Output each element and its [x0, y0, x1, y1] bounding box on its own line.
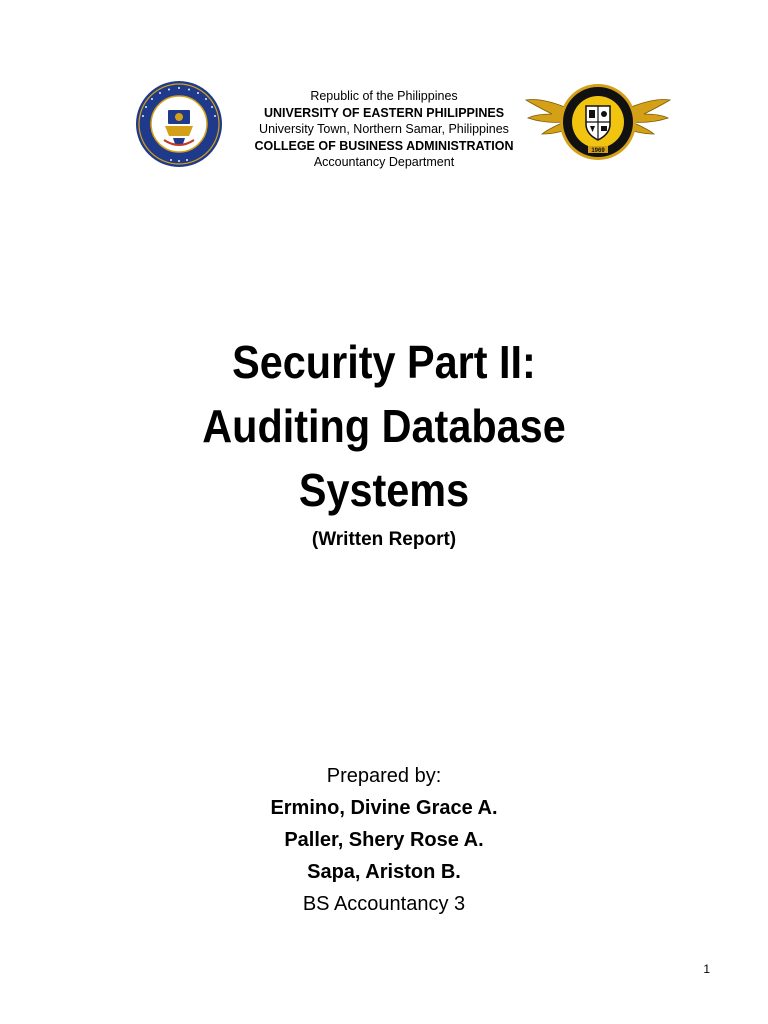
institution-header	[234, 88, 534, 171]
prepared-by-section	[184, 760, 584, 920]
prepared-by-label: Prepared by:	[326, 765, 442, 787]
title-line-2: Auditing Database	[202, 400, 566, 452]
page-number: 1	[703, 962, 710, 976]
college-name: COLLEGE OF BUSINESS ADMINISTRATION	[254, 138, 514, 153]
author-name: Paller, Shery Rose A.	[284, 829, 484, 851]
department-name: Accountancy Department	[313, 155, 455, 169]
title-line-3: Systems	[298, 464, 470, 516]
logo-year: 1969	[591, 148, 605, 154]
university-name: UNIVERSITY OF EASTERN PHILIPPINES	[263, 105, 505, 120]
republic-line: Republic of the Philippines	[310, 89, 458, 103]
title-line-1: Security Part II:	[232, 336, 536, 388]
university-address: University Town, Northern Samar, Philippines	[259, 122, 509, 136]
report-title	[114, 330, 654, 522]
program-year: BS Accountancy 3	[302, 893, 466, 915]
college-winged-logo	[524, 80, 672, 164]
university-seal-logo	[135, 80, 223, 168]
author-name: Sapa, Ariston B.	[307, 861, 461, 883]
author-name: Ermino, Divine Grace A.	[270, 797, 498, 819]
report-subtitle: (Written Report)	[311, 529, 457, 550]
